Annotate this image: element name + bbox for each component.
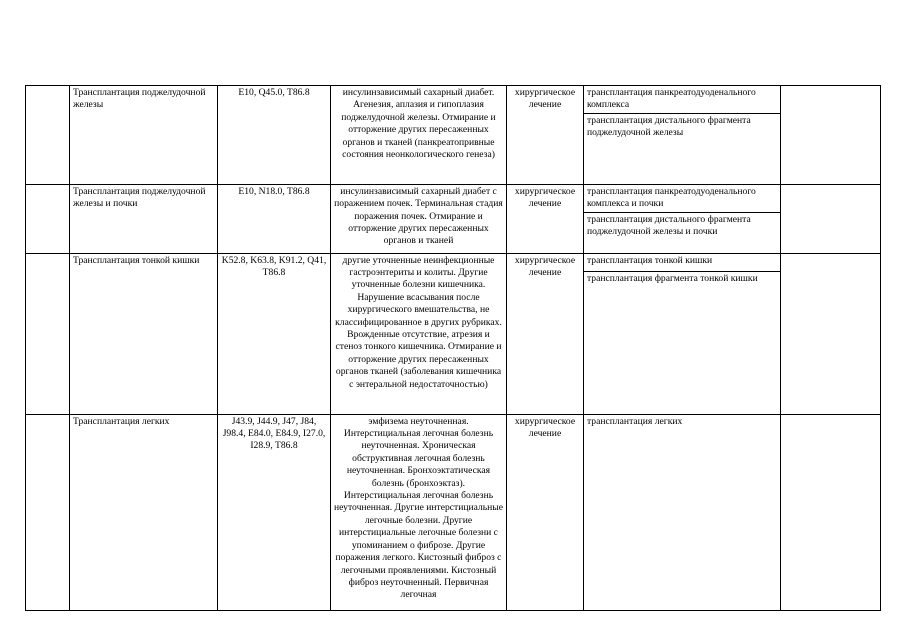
row-name: Трансплантация тонкой кишки	[70, 253, 218, 414]
row-codes: K52.8, K63.8, K91.2, Q41, T86.8	[218, 253, 331, 414]
row-method: трансплантация панкреатодуоденального комплекса	[584, 86, 781, 114]
row-condition: другие уточненные неинфекционные гастроэнтериты и колиты. Другие уточненные болезни кишечника. Нарушение всасывания после хирургического вмешательства, не классифицированное в других рубриках. Врожденные отсутствие, атрезия и стеноз тонкого кишечника. Отмирание и отторжение других пересаженных органов тканей (заболевания кишечника с энтеральной недостаточностью)	[331, 253, 507, 414]
row-method: трансплантация тонкой кишки	[584, 253, 781, 271]
row-name: Трансплантация легких	[70, 414, 218, 610]
row-treatment: хирургическое лечение	[507, 253, 584, 414]
row-name: Трансплантация поджелудочной железы	[70, 86, 218, 185]
row-treatment: хирургическое лечение	[507, 414, 584, 610]
row-condition	[331, 414, 507, 610]
row-method: трансплантация фрагмента тонкой кишки	[584, 271, 781, 414]
row-codes: J43.9, J44.9, J47, J84, J98.4, E84.0, E84.9, I27.0, I28.9, T86.8	[218, 414, 331, 610]
row-codes: E10, Q45.0, T86.8	[218, 86, 331, 185]
row-method: трансплантация панкреатодуоденального комплекса и почки	[584, 184, 781, 212]
empty-cell-left	[26, 86, 70, 185]
row-name: Трансплантация поджелудочной железы и почки	[70, 184, 218, 253]
row-condition: инсулинзависимый сахарный диабет с поражением почек. Терминальная стадия поражения почек. Отмирание и отторжение других пересаженных органов и тканей	[331, 184, 507, 253]
empty-cell-right	[781, 253, 881, 414]
empty-cell-right	[781, 184, 881, 253]
row-method: трансплантация дистального фрагмента поджелудочной железы	[584, 113, 781, 184]
empty-cell-left	[26, 253, 70, 414]
table-row	[26, 414, 881, 610]
empty-cell-right	[781, 414, 881, 610]
empty-cell-left	[26, 184, 70, 253]
row-condition-text: эмфизема неуточненная. Интерстициальная легочная болезнь неуточненная. Хроническая обструктивная легочная болезнь неуточненная. Бронхоэктатическая болезнь (бронхоэктаз). Интерстициальная легочная болезнь неуточненная. Другие интерстициальные легочные болезни. Другие интерстициальные легочные болезни с упоминанием о фиброзе. Другие поражения легкого. Кистозный фиброз с легочными проявлениями. Кистозный фиброз неуточненный. Первичная легочная	[334, 415, 503, 601]
table-row	[26, 184, 881, 212]
row-codes: E10, N18.0, T86.8	[218, 184, 331, 253]
empty-cell-left	[26, 414, 70, 610]
row-method: трансплантация дистального фрагмента поджелудочной железы и почки	[584, 212, 781, 253]
table-row	[26, 86, 881, 114]
empty-cell-right	[781, 86, 881, 185]
row-method: трансплантация легких	[584, 414, 781, 610]
row-treatment: хирургическое лечение	[507, 86, 584, 185]
row-condition: инсулинзависимый сахарный диабет. Агенезия, аплазия и гипоплазия поджелудочной железы. Отмирание и отторжение других пересаженных органов и тканей (панкреатопривные состояния неонкологического генеза)	[331, 86, 507, 185]
table-row	[26, 253, 881, 271]
transplant-table	[25, 85, 881, 611]
row-treatment: хирургическое лечение	[507, 184, 584, 253]
